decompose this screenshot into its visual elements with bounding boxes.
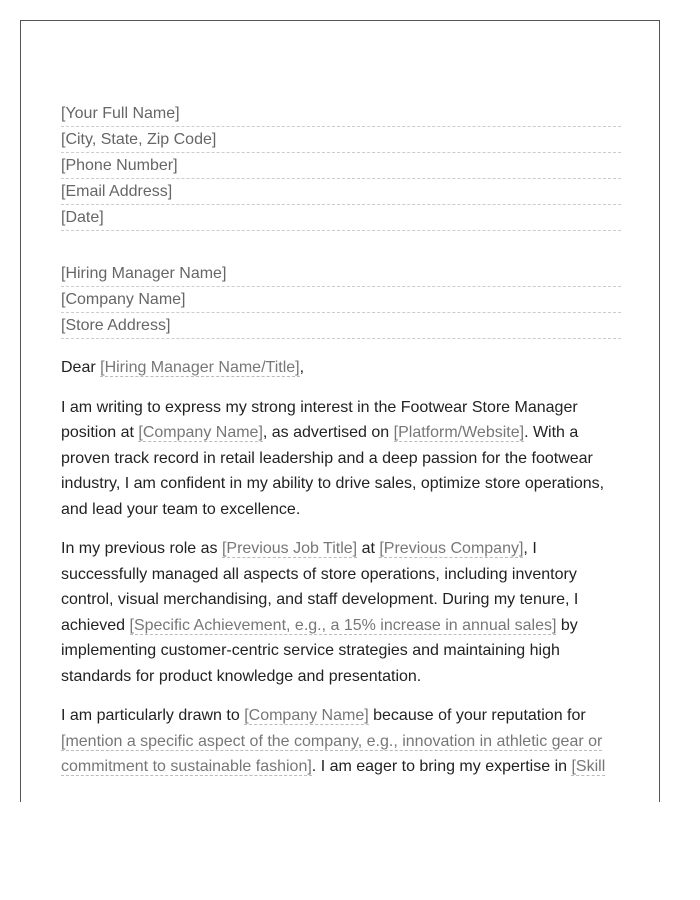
sender-email-field[interactable]: [Email Address]: [61, 179, 621, 205]
p2-text-3: , I successfully managed all aspects of store operations, including inventory control, visual merchandising, and staff development. During my tenure, I achieved: [61, 540, 579, 634]
p3-text-3: . I am eager to bring my expertise in: [311, 758, 572, 775]
p2-achievement-placeholder[interactable]: [Specific Achievement, e.g., a 15% increase in annual sales]: [129, 616, 557, 634]
p3-text-1: I am particularly drawn to: [61, 707, 245, 724]
sender-phone-field[interactable]: [Phone Number]: [61, 153, 621, 179]
p1-platform-placeholder[interactable]: [Platform/Website]: [393, 424, 525, 441]
p3-text-2: because of your reputation for: [368, 707, 586, 724]
p2-text-1: In my previous role as: [61, 540, 222, 557]
p2-previous-job-title-placeholder[interactable]: [Previous Job Title]: [221, 540, 358, 557]
address-spacer: [61, 231, 621, 261]
p1-company-placeholder[interactable]: [Company Name]: [138, 424, 263, 441]
p2-text-4: by implementing customer-centric service strategies and maintaining high standards for product knowledge and presentation.: [61, 616, 578, 685]
p3-company-aspect-placeholder[interactable]: [mention a specific aspect of the company, e.g., innovation in athletic gear or commitment to sustainable fashion]: [61, 732, 603, 775]
sender-city-state-zip-field[interactable]: [City, State, Zip Code]: [61, 127, 621, 153]
recipient-hiring-manager-field[interactable]: [Hiring Manager Name]: [61, 261, 621, 287]
letter-page: [20, 20, 660, 802]
p2-text-2: at: [357, 540, 380, 557]
salutation-greeting: Dear: [61, 359, 101, 376]
salutation: [61, 355, 621, 381]
p3-skill-placeholder[interactable]: [Skill: [571, 758, 606, 775]
p3-company-placeholder[interactable]: [Company Name]: [244, 707, 369, 724]
sender-full-name-field[interactable]: [Your Full Name]: [61, 101, 621, 127]
p1-text-1: I am writing to express my strong interest in the Footwear Store Manager position at: [61, 398, 578, 441]
body-paragraph-3: [61, 703, 621, 780]
p2-previous-company-placeholder[interactable]: [Previous Company]: [379, 540, 524, 557]
recipient-store-address-field[interactable]: [Store Address]: [61, 313, 621, 339]
recipient-company-field[interactable]: [Company Name]: [61, 287, 621, 313]
p1-text-3: . With a proven track record in retail leadership and a deep passion for the footwear industry, I am confident in my ability to drive sales, optimize store operations, and lead your team to excellence.: [61, 424, 605, 518]
body-paragraph-2: [61, 536, 621, 689]
p1-text-2: , as advertised on: [262, 424, 394, 441]
letter-content: [61, 101, 621, 794]
date-field[interactable]: [Date]: [61, 205, 621, 231]
salutation-punctuation: ,: [299, 359, 305, 376]
body-paragraph-1: [61, 395, 621, 523]
salutation-name-placeholder[interactable]: [Hiring Manager Name/Title]: [100, 359, 300, 376]
